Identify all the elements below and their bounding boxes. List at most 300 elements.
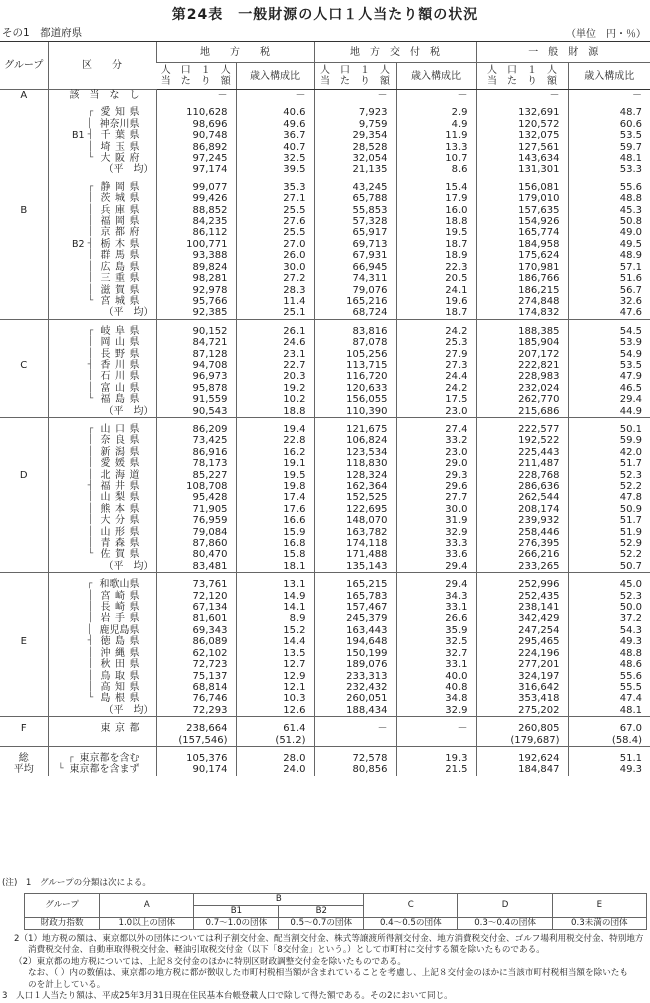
per-capita-value: 186,215 bbox=[476, 285, 568, 296]
per-capita-value: 224,196 bbox=[476, 648, 568, 659]
prefecture-name: 群馬県 bbox=[100, 250, 140, 262]
prefecture-name: 鳥取県 bbox=[100, 670, 140, 682]
average-label: （平 均） bbox=[103, 164, 154, 176]
per-capita-value: 99,426 bbox=[156, 193, 236, 204]
bracket-glyph: │ bbox=[87, 538, 94, 549]
kubun-cell bbox=[48, 107, 156, 118]
per-capita-value: 98,696 bbox=[156, 119, 236, 130]
prefecture-name: 静岡県 bbox=[100, 181, 140, 193]
ratio-value: 22.8 bbox=[236, 435, 314, 446]
kubun-cell bbox=[48, 504, 156, 515]
kubun-cell bbox=[48, 406, 156, 418]
ratio-value: 51.1 bbox=[568, 753, 650, 764]
ratio-value: 23.0 bbox=[396, 406, 476, 418]
per-capita-value: 83,816 bbox=[314, 326, 396, 337]
group-cell bbox=[0, 193, 48, 204]
kubun-cell bbox=[48, 326, 156, 337]
kubun-cell bbox=[48, 602, 156, 613]
ratio-value: 19.5 bbox=[396, 227, 476, 238]
ratio-value: 53.3 bbox=[568, 164, 650, 175]
table-row bbox=[0, 602, 650, 613]
per-capita-value: 72,293 bbox=[156, 705, 236, 717]
ratio-value: 13.5 bbox=[236, 648, 314, 659]
kubun-cell bbox=[48, 753, 156, 764]
ratio-value: 48.1 bbox=[568, 705, 650, 717]
per-capita-value: 262,770 bbox=[476, 394, 568, 405]
table-row bbox=[0, 142, 650, 153]
prefecture-name: 愛媛県 bbox=[100, 458, 140, 470]
prefecture-name: 栃木県 bbox=[100, 238, 140, 250]
ratio-value: 50.8 bbox=[568, 216, 650, 227]
ratio-value: 19.3 bbox=[396, 753, 476, 764]
kubun-cell bbox=[48, 648, 156, 659]
ratio-value: 57.1 bbox=[568, 262, 650, 273]
per-capita-value: － bbox=[476, 90, 568, 102]
bracket-glyph: ┌ bbox=[87, 181, 94, 192]
ratio-value: 8.9 bbox=[236, 613, 314, 624]
ratio-value: 48.8 bbox=[568, 648, 650, 659]
ratio-value: － bbox=[568, 90, 650, 102]
group-cell bbox=[0, 262, 48, 273]
per-capita-value: 275,202 bbox=[476, 705, 568, 717]
ratio-value: 49.3 bbox=[568, 636, 650, 647]
legend-value: 0.4～0.5の団体 bbox=[364, 917, 458, 929]
table-row bbox=[0, 470, 650, 481]
prefecture-name: 三重県 bbox=[100, 273, 140, 285]
group-cell: D bbox=[19, 469, 28, 481]
bracket-glyph: │ bbox=[87, 382, 94, 393]
per-capita-value: 93,388 bbox=[156, 250, 236, 261]
table-row bbox=[0, 285, 650, 296]
ratio-value: 19.6 bbox=[396, 296, 476, 307]
ratio-value: 44.9 bbox=[568, 406, 650, 418]
ratio-value: 56.7 bbox=[568, 285, 650, 296]
group-cell bbox=[0, 481, 48, 492]
prefecture-name: 東京都 bbox=[100, 723, 140, 735]
ratio-value: 27.7 bbox=[396, 492, 476, 503]
table-row bbox=[0, 549, 650, 560]
per-capita-value: 163,443 bbox=[314, 625, 396, 636]
per-capita-value: 78,173 bbox=[156, 458, 236, 469]
ratio-value: 60.6 bbox=[568, 119, 650, 130]
kubun-cell bbox=[48, 458, 156, 469]
ratio-value: 24.4 bbox=[396, 371, 476, 382]
per-capita-value: 225,443 bbox=[476, 447, 568, 458]
bracket-glyph: │ bbox=[87, 469, 94, 480]
per-capita-value: 55,853 bbox=[314, 205, 396, 216]
per-capita-value: 113,715 bbox=[314, 360, 396, 371]
kubun-cell bbox=[48, 227, 156, 238]
group-cell bbox=[0, 250, 48, 261]
group-cell bbox=[0, 648, 48, 659]
per-capita-value: 9,759 bbox=[314, 119, 396, 130]
ratio-value: 10.2 bbox=[236, 394, 314, 405]
bracket-glyph: │ bbox=[87, 348, 94, 359]
bracket-glyph: │ bbox=[87, 681, 94, 692]
bracket-glyph: ┤ bbox=[87, 359, 94, 370]
ratio-value: 47.9 bbox=[568, 371, 650, 382]
per-capita-value: 135,143 bbox=[314, 561, 396, 573]
ratio-value: 52.9 bbox=[568, 538, 650, 549]
ratio-value: 13.1 bbox=[236, 579, 314, 590]
group-cell: 総 bbox=[18, 752, 29, 764]
table-row bbox=[0, 360, 650, 371]
per-capita-value: 157,467 bbox=[314, 602, 396, 613]
group-cell bbox=[0, 273, 48, 284]
subgroup-label: B2 bbox=[71, 238, 85, 250]
ratio-value: 12.9 bbox=[236, 671, 314, 682]
ratio-value: 29.4 bbox=[396, 579, 476, 590]
per-capita-value bbox=[314, 735, 396, 747]
ratio-value: 16.6 bbox=[236, 515, 314, 526]
table-row bbox=[0, 648, 650, 659]
ratio-value: 48.7 bbox=[568, 107, 650, 118]
ratio-value: 33.1 bbox=[396, 602, 476, 613]
group-cell bbox=[0, 119, 48, 130]
prefecture-name: 大阪府 bbox=[100, 153, 140, 165]
ratio-value: 12.1 bbox=[236, 682, 314, 693]
ratio-value: 29.4 bbox=[568, 394, 650, 405]
per-capita-value: 122,695 bbox=[314, 504, 396, 515]
kubun-cell bbox=[48, 492, 156, 503]
per-capita-value: 156,081 bbox=[476, 182, 568, 193]
per-capita-value: 123,534 bbox=[314, 447, 396, 458]
legend-head: D bbox=[458, 893, 552, 917]
ratio-value: 26.0 bbox=[236, 250, 314, 261]
ratio-value: 33.6 bbox=[396, 549, 476, 560]
group-cell bbox=[0, 538, 48, 549]
per-capita-value: 95,766 bbox=[156, 296, 236, 307]
group-cell: 平均 bbox=[13, 764, 34, 776]
kubun-cell bbox=[48, 371, 156, 382]
group-legend-table bbox=[24, 893, 647, 930]
kubun-cell bbox=[48, 360, 156, 371]
per-capita-value: 353,418 bbox=[476, 693, 568, 704]
group-cell bbox=[0, 504, 48, 515]
prefecture-name: 東京都を含む bbox=[79, 752, 140, 764]
ratio-value: 30.0 bbox=[236, 262, 314, 273]
bracket-glyph: │ bbox=[87, 337, 94, 348]
prefecture-name: 青森県 bbox=[100, 538, 140, 550]
kubun-cell bbox=[48, 625, 156, 636]
main-table bbox=[0, 41, 650, 776]
ratio-value: 55.6 bbox=[568, 182, 650, 193]
per-capita-value: 116,720 bbox=[314, 371, 396, 382]
ratio-value: 23.1 bbox=[236, 349, 314, 360]
ratio-value: 12.6 bbox=[236, 705, 314, 717]
kubun-cell bbox=[48, 682, 156, 693]
per-capita-value: 98,281 bbox=[156, 273, 236, 284]
per-capita-value: 171,488 bbox=[314, 549, 396, 560]
table-row bbox=[0, 193, 650, 204]
group-cell bbox=[0, 307, 48, 319]
table-row bbox=[0, 735, 650, 747]
bracket-glyph: ┤ bbox=[87, 238, 94, 249]
per-capita-value: 156,055 bbox=[314, 394, 396, 405]
per-capita-value: 239,932 bbox=[476, 515, 568, 526]
ratio-value: 13.3 bbox=[396, 142, 476, 153]
table-subtitle: その1 都道府県 bbox=[2, 27, 83, 39]
prefecture-name: 茨城県 bbox=[100, 193, 140, 205]
per-capita-value: 69,713 bbox=[314, 239, 396, 250]
group-cell bbox=[0, 549, 48, 560]
ratio-value bbox=[396, 735, 476, 747]
kubun-cell bbox=[48, 435, 156, 446]
ratio-value: 52.3 bbox=[568, 591, 650, 602]
per-capita-value: 233,313 bbox=[314, 671, 396, 682]
per-capita-value: 174,832 bbox=[476, 307, 568, 319]
per-capita-value: 274,848 bbox=[476, 296, 568, 307]
ratio-value: 10.3 bbox=[236, 693, 314, 704]
ratio-value: 48.6 bbox=[568, 659, 650, 670]
kubun-cell bbox=[48, 481, 156, 492]
per-capita-value: 128,324 bbox=[314, 470, 396, 481]
per-capita-value: 131,301 bbox=[476, 164, 568, 175]
per-capita-value: 150,199 bbox=[314, 648, 396, 659]
legend-head: C bbox=[364, 893, 458, 917]
bracket-glyph: │ bbox=[87, 492, 94, 503]
ratio-value: 18.7 bbox=[396, 307, 476, 319]
prefecture-name: 和歌山県 bbox=[99, 579, 140, 591]
ratio-value: 32.7 bbox=[396, 648, 476, 659]
legend-value: 0.7～1.0の団体 bbox=[194, 917, 279, 929]
ratio-value: 48.8 bbox=[568, 193, 650, 204]
ratio-value: 51.7 bbox=[568, 515, 650, 526]
per-capita-value: 238,664 bbox=[156, 723, 236, 734]
per-capita-value: 163,782 bbox=[314, 527, 396, 538]
prefecture-name: 高知県 bbox=[100, 681, 140, 693]
prefecture-name: 石川県 bbox=[100, 371, 140, 383]
per-capita-value: 238,141 bbox=[476, 602, 568, 613]
per-capita-value: 185,904 bbox=[476, 337, 568, 348]
ratio-value: 59.7 bbox=[568, 142, 650, 153]
group-cell bbox=[0, 705, 48, 717]
ratio-value: 22.3 bbox=[396, 262, 476, 273]
ratio-value: 50.0 bbox=[568, 602, 650, 613]
ratio-value: 20.3 bbox=[236, 371, 314, 382]
per-capita-value: 28,528 bbox=[314, 142, 396, 153]
prefecture-name: 香川県 bbox=[100, 359, 140, 371]
per-capita-value: 84,721 bbox=[156, 337, 236, 348]
per-capita-value: 118,830 bbox=[314, 458, 396, 469]
per-capita-value: 148,070 bbox=[314, 515, 396, 526]
ratio-value: 31.9 bbox=[396, 515, 476, 526]
ratio-value: 35.3 bbox=[236, 182, 314, 193]
prefecture-name: 福井県 bbox=[100, 481, 140, 492]
per-capita-value: 84,235 bbox=[156, 216, 236, 227]
ratio-value: 2.9 bbox=[396, 107, 476, 118]
table-row bbox=[0, 307, 650, 319]
ratio-value: 27.9 bbox=[396, 349, 476, 360]
kubun-cell bbox=[48, 307, 156, 319]
per-capita-value: 72,578 bbox=[314, 753, 396, 764]
per-capita-value: 222,577 bbox=[476, 424, 568, 435]
ratio-value: 39.5 bbox=[236, 164, 314, 175]
bracket-glyph: │ bbox=[87, 250, 94, 261]
per-capita-value: 73,761 bbox=[156, 579, 236, 590]
ratio-value: 25.5 bbox=[236, 205, 314, 216]
per-capita-value: 80,470 bbox=[156, 549, 236, 560]
ratio-value: 8.6 bbox=[396, 164, 476, 175]
kubun-cell bbox=[48, 394, 156, 405]
prefecture-name: 山口県 bbox=[100, 423, 140, 435]
bracket-glyph: │ bbox=[87, 227, 94, 238]
group-cell bbox=[0, 515, 48, 526]
bracket-glyph: │ bbox=[86, 624, 93, 635]
ratio-value: 49.6 bbox=[236, 119, 314, 130]
per-capita-value: 316,642 bbox=[476, 682, 568, 693]
table-row bbox=[0, 435, 650, 446]
per-capita-value: 90,748 bbox=[156, 130, 236, 141]
per-capita-value: 120,633 bbox=[314, 383, 396, 394]
per-capita-value: 86,892 bbox=[156, 142, 236, 153]
ratio-value: 27.0 bbox=[236, 239, 314, 250]
header-kubun: 区 分 bbox=[48, 42, 156, 90]
ratio-value: 18.7 bbox=[396, 239, 476, 250]
per-capita-value: 165,783 bbox=[314, 591, 396, 602]
ratio-value: 40.7 bbox=[236, 142, 314, 153]
table-row bbox=[0, 262, 650, 273]
per-capita-value: 324,197 bbox=[476, 671, 568, 682]
per-capita-value: 76,959 bbox=[156, 515, 236, 526]
per-capita-value: 157,635 bbox=[476, 205, 568, 216]
ratio-value: － bbox=[396, 723, 476, 734]
per-capita-value: 106,824 bbox=[314, 435, 396, 446]
bracket-glyph: ┌ bbox=[87, 107, 94, 118]
header-per-capita: 人 口 １ 人 当 た り 額 bbox=[156, 63, 236, 90]
per-capita-value: 75,137 bbox=[156, 671, 236, 682]
note-2-2-cont: なお、（ ）内の数値は、東京都の地方税に都が徴収した市町村税相当額が含まれていることを考慮し、上記８交付金のほかに当該市町村税相当額を除いたも bbox=[28, 968, 628, 978]
table-row bbox=[0, 625, 650, 636]
bracket-glyph: └ bbox=[87, 295, 94, 306]
kubun-cell bbox=[48, 205, 156, 216]
per-capita-value: 87,128 bbox=[156, 349, 236, 360]
prefecture-name: 長崎県 bbox=[100, 602, 140, 614]
ratio-value: 54.5 bbox=[568, 326, 650, 337]
prefecture-name: 兵庫県 bbox=[100, 204, 140, 216]
table-row bbox=[0, 764, 650, 775]
kubun-cell bbox=[48, 447, 156, 458]
prefecture-name: 奈良県 bbox=[100, 435, 140, 447]
per-capita-value: 266,216 bbox=[476, 549, 568, 560]
ratio-value: 33.2 bbox=[396, 435, 476, 446]
legend-value: 0.3～0.4の団体 bbox=[458, 917, 552, 929]
ratio-value: 25.5 bbox=[236, 227, 314, 238]
per-capita-value: 67,134 bbox=[156, 602, 236, 613]
ratio-value: 23.0 bbox=[396, 447, 476, 458]
per-capita-value: 222,821 bbox=[476, 360, 568, 371]
prefecture-name: 北海道 bbox=[100, 469, 140, 481]
ratio-value: 29.6 bbox=[396, 481, 476, 492]
ratio-value: 48.1 bbox=[568, 153, 650, 164]
table-row bbox=[0, 659, 650, 670]
kubun-cell bbox=[48, 349, 156, 360]
per-capita-value: 252,996 bbox=[476, 579, 568, 590]
per-capita-value: 262,544 bbox=[476, 492, 568, 503]
ratio-value: 47.8 bbox=[568, 492, 650, 503]
per-capita-value: 152,525 bbox=[314, 492, 396, 503]
per-capita-value: 286,636 bbox=[476, 481, 568, 492]
table-row bbox=[0, 119, 650, 130]
per-capita-value: 208,174 bbox=[476, 504, 568, 515]
bracket-glyph: │ bbox=[87, 284, 94, 295]
group-cell bbox=[0, 693, 48, 704]
average-label: （平 均） bbox=[103, 307, 154, 319]
notes bbox=[2, 878, 647, 1003]
per-capita-value: 95,878 bbox=[156, 383, 236, 394]
ratio-value: 15.4 bbox=[396, 182, 476, 193]
bracket-glyph: ┌ bbox=[87, 325, 94, 336]
note-3: 3 人口１人当たり額は、平成25年3月31日現在住民基本台帳登載人口で除して得た額である。その2において同じ。 bbox=[2, 991, 453, 1001]
bracket-glyph: │ bbox=[87, 371, 94, 382]
table-row bbox=[0, 90, 650, 102]
kubun-cell bbox=[48, 549, 156, 560]
ratio-value: 52.2 bbox=[568, 549, 650, 560]
ratio-value: 18.9 bbox=[396, 250, 476, 261]
group-cell bbox=[0, 285, 48, 296]
prefecture-name: 千葉県 bbox=[100, 130, 140, 142]
per-capita-value: 260,051 bbox=[314, 693, 396, 704]
ratio-value: 22.7 bbox=[236, 360, 314, 371]
average-label: （平 均） bbox=[103, 560, 154, 572]
per-capita-value: 232,432 bbox=[314, 682, 396, 693]
ratio-value: (58.4) bbox=[568, 735, 650, 747]
group-cell bbox=[0, 458, 48, 469]
per-capita-value: 79,084 bbox=[156, 527, 236, 538]
per-capita-value: 162,364 bbox=[314, 481, 396, 492]
per-capita-value: 252,435 bbox=[476, 591, 568, 602]
per-capita-value: 73,425 bbox=[156, 435, 236, 446]
per-capita-value: 110,628 bbox=[156, 107, 236, 118]
table-row bbox=[0, 250, 650, 261]
group-cell bbox=[0, 216, 48, 227]
ratio-value: 40.0 bbox=[396, 671, 476, 682]
ratio-value: 61.4 bbox=[236, 723, 314, 734]
header-ratio: 歳入構成比 bbox=[568, 63, 650, 90]
per-capita-value: 66,945 bbox=[314, 262, 396, 273]
per-capita-value: 32,054 bbox=[314, 153, 396, 164]
prefecture-name: 島根県 bbox=[100, 693, 140, 705]
bracket-glyph: ┤ bbox=[87, 636, 94, 647]
kubun-cell bbox=[48, 659, 156, 670]
ratio-value: 18.8 bbox=[396, 216, 476, 227]
per-capita-value: 228,768 bbox=[476, 470, 568, 481]
ratio-value: 26.6 bbox=[396, 613, 476, 624]
header-general: 一 般 財 源 bbox=[476, 42, 650, 63]
bracket-glyph: │ bbox=[86, 118, 93, 129]
ratio-value: 50.7 bbox=[568, 561, 650, 573]
per-capita-value: 192,624 bbox=[476, 753, 568, 764]
table-row bbox=[0, 447, 650, 458]
legend-value: 1.0以上の団体 bbox=[100, 917, 194, 929]
per-capita-value: 170,981 bbox=[476, 262, 568, 273]
legend-head: E bbox=[552, 893, 646, 917]
bracket-glyph: │ bbox=[87, 613, 94, 624]
per-capita-value: 260,805 bbox=[476, 723, 568, 734]
kubun-cell bbox=[48, 130, 156, 141]
table-row bbox=[0, 349, 650, 360]
per-capita-value: 188,385 bbox=[476, 326, 568, 337]
legend-sub: B1 bbox=[194, 905, 279, 917]
kubun-cell bbox=[48, 273, 156, 284]
kubun-cell bbox=[48, 527, 156, 538]
ratio-value: 37.2 bbox=[568, 613, 650, 624]
table-row bbox=[0, 273, 650, 284]
per-capita-value: 29,354 bbox=[314, 130, 396, 141]
group-cell bbox=[0, 602, 48, 613]
kubun-cell bbox=[48, 285, 156, 296]
table-row bbox=[0, 723, 650, 734]
